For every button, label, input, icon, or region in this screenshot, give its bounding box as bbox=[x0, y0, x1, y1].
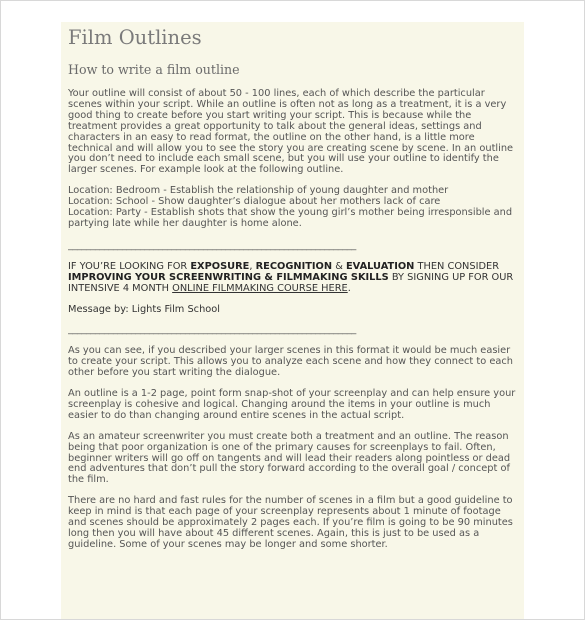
divider-line: ________________________________________________________________ bbox=[68, 325, 356, 336]
outline-location: Location: School - Show daughter’s dialogue about her mothers lack of care bbox=[68, 196, 441, 208]
intro-paragraph: Your outline will consist of about 50 - 100 lines, each of which describe the particular scenes within your script. While an outline is often not as long as a treatment, it is a very good thing to create before you start writing your script. This is because while the treatment provides a great opportunity to talk about the general ideas, settings and characters in an easy to read format, the outline on the other hand, is a little more technical and will allow you to see the story you are creating scene by scene. In an outline you don’t need to include each small scene, but you will use your outline to identify the larger scenes. For example look at the following outline. bbox=[68, 88, 514, 176]
body-paragraph: As you can see, if you described your larger scenes in this format it would be much easier to create your script. This allows you to analyze each scene and how they connect to each other before you start writing the dialogue. bbox=[68, 345, 513, 379]
promo-bold: IMPROVING YOUR SCREENWRITING & FILMMAKING SKILLS bbox=[68, 271, 389, 283]
divider-line: ________________________________________________________________ bbox=[68, 240, 356, 251]
body-paragraph: An outline is a 1-2 page, point form snap-shot of your screenplay and can help ensure your screenplay is cohesive and logical. Changing around the items in your outline is much easier to do than changing around entire scenes in the actual script. bbox=[68, 388, 516, 421]
promo-text: BY SIGNING UP FOR OUR INTENSIVE 4 MONTH bbox=[68, 271, 514, 294]
outline-example bbox=[68, 186, 520, 230]
document-content bbox=[68, 26, 520, 561]
message-attribution: Message by: Lights Film School bbox=[68, 303, 220, 315]
outline-location: Location: Party - Establish shots that show the young girl’s mother being irresponsible and partying late while her daughter is home alone. bbox=[68, 207, 513, 229]
body-paragraph: There are no hard and fast rules for the number of scenes in a film but a good guideline to keep in mind is that each page of your screenplay represents about 1 minute of footage and scenes should be approximately 2 pages each. If you’re film is going to be 90 minutes long then you will have about 45 different scenes. Again, this is just to be used as a guideline. Some of your scenes may be longer and some shorter. bbox=[68, 495, 513, 550]
promo-bold: EXPOSURE bbox=[190, 260, 250, 272]
body-paragraph: As an amateur screenwriter you must create both a treatment and an outline. The reason being that poor organization is one of the primary causes for screenplays to fail. Often, beginner writers will go off on tangents and will lead their readers along pointless or dead end adventures that don’t pull the story forward according to the overall goal / concept of the film. bbox=[68, 430, 511, 486]
page-title: Film Outlines bbox=[68, 26, 202, 49]
outline-location: Location: Bedroom - Establish the relationship of young daughter and mother bbox=[68, 185, 449, 197]
promo-text: & bbox=[332, 260, 346, 272]
page-subtitle: How to write a film outline bbox=[68, 62, 240, 77]
promo-text: . bbox=[347, 282, 351, 294]
course-link[interactable]: ONLINE FILMMAKING COURSE HERE bbox=[172, 282, 348, 294]
promo-text: THEN CONSIDER bbox=[414, 260, 500, 272]
promo-text: IF YOU’RE LOOKING FOR bbox=[68, 260, 191, 272]
promo-text: , bbox=[249, 260, 256, 272]
course-promo bbox=[68, 262, 520, 295]
promo-bold: RECOGNITION bbox=[255, 260, 333, 272]
promo-bold: EVALUATION bbox=[345, 260, 415, 272]
